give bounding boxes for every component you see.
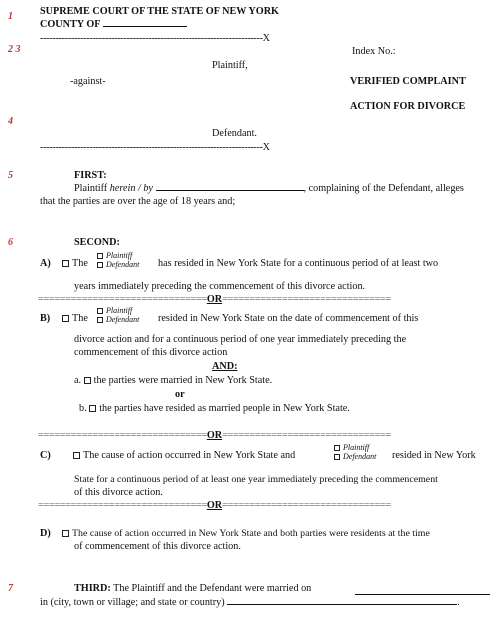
option-b-party-choice xyxy=(97,306,139,324)
third-heading: THIRD: xyxy=(74,583,111,594)
document-title-line1: VERIFIED COMPLAINT xyxy=(350,76,466,87)
option-b-the xyxy=(62,313,88,324)
option-b-b-text: the parties have resided as married people in New York State. xyxy=(99,403,350,414)
option-c-defendant-label: Defendant xyxy=(343,452,377,461)
or-separator-2 xyxy=(38,430,391,441)
margin-number-7: 7 xyxy=(8,583,13,594)
against-label: -against- xyxy=(70,76,106,87)
option-c-text1b: resided in New York xyxy=(392,450,476,461)
first-herein-by: herein / by xyxy=(109,183,153,194)
county-label: COUNTY OF xyxy=(40,19,101,30)
margin-number-6: 6 xyxy=(8,237,13,248)
option-c-label: C) xyxy=(40,450,51,461)
option-a-plaintiff-checkbox[interactable] xyxy=(97,253,103,259)
option-b-a-checkbox[interactable] xyxy=(84,377,91,384)
third-line2: in (city, town or village; and state or country) . xyxy=(40,597,460,608)
option-b-defendant-checkbox[interactable] xyxy=(97,317,103,323)
margin-number-5: 5 xyxy=(8,170,13,181)
option-b-text3: commencement of this divorce action xyxy=(74,347,228,358)
option-d-text1 xyxy=(62,528,430,539)
option-b-text1: resided in New York State on the date of commencement of this xyxy=(158,313,419,324)
option-a-party-choice xyxy=(97,251,139,269)
marriage-place-blank[interactable] xyxy=(227,604,457,605)
option-b-b-label: b. xyxy=(79,403,87,414)
option-b-label: B) xyxy=(40,313,51,324)
attorney-name-blank[interactable] xyxy=(156,190,304,191)
defendant-label: Defendant. xyxy=(212,128,257,139)
third-text1: The Plaintiff and the Defendant were married on xyxy=(113,583,312,594)
option-b-b xyxy=(79,403,350,414)
option-a-the xyxy=(62,258,88,269)
option-b-plaintiff-label: Plaintiff xyxy=(106,306,133,315)
third-text2: in (city, town or village; and state or country) xyxy=(40,597,225,608)
margin-number-1: 1 xyxy=(8,11,13,22)
county-line xyxy=(40,19,187,30)
document-title-line2: ACTION FOR DIVORCE xyxy=(350,101,466,112)
option-a-defendant-checkbox[interactable] xyxy=(97,262,103,268)
option-b-a xyxy=(74,375,272,386)
option-b-b-checkbox[interactable] xyxy=(89,405,96,412)
option-a-label: A) xyxy=(40,258,51,269)
option-c-plaintiff-label: Plaintiff xyxy=(343,443,370,452)
option-c-text1-words: The cause of action occurred in New York State and xyxy=(83,450,296,461)
separator-left: =============================== xyxy=(38,500,207,511)
and-label: AND: xyxy=(212,361,238,372)
option-d-checkbox[interactable] xyxy=(62,530,69,537)
margin-number-2-3: 2 3 xyxy=(8,44,21,55)
option-b-a-text: the parties were married in New York State. xyxy=(93,375,273,386)
option-a-text1: has resided in New York State for a continuous period of at least two xyxy=(158,258,439,269)
separator-right: =============================== xyxy=(222,500,391,511)
first-complaining-text: , complaining of the Defendant, alleges xyxy=(303,183,464,194)
first-line2: that the parties are over the age of 18 years and; xyxy=(40,196,236,207)
or-label: OR xyxy=(206,430,223,441)
first-heading: FIRST: xyxy=(74,170,107,181)
option-a-the-word: The xyxy=(72,258,88,269)
or-separator-3 xyxy=(38,500,391,511)
or-label: OR xyxy=(206,294,223,305)
second-heading: SECOND: xyxy=(74,237,120,248)
caption-bottom-dashline: ------------------------------------------------------------------------X xyxy=(40,142,270,153)
option-a-checkbox[interactable] xyxy=(62,260,69,267)
separator-left: =============================== xyxy=(38,294,207,305)
first-line1 xyxy=(74,183,464,194)
or-separator-1 xyxy=(38,294,391,305)
court-name: SUPREME COURT OF THE STATE OF NEW YORK xyxy=(40,6,279,17)
option-b-checkbox[interactable] xyxy=(62,315,69,322)
margin-number-4: 4 xyxy=(8,116,13,127)
option-c-plaintiff-checkbox[interactable] xyxy=(334,445,340,451)
option-b-a-label: a. xyxy=(74,375,82,386)
first-plaintiff-word: Plaintiff xyxy=(74,183,108,194)
option-a-defendant-label: Defendant xyxy=(106,260,140,269)
option-c-text2: State for a continuous period of at least one year immediately preceding the commencement xyxy=(74,474,438,485)
option-c-checkbox[interactable] xyxy=(73,452,80,459)
or-small-label: or xyxy=(175,389,185,400)
marriage-date-blank[interactable] xyxy=(355,583,490,595)
option-c-text1 xyxy=(73,450,295,461)
option-b-defendant-label: Defendant xyxy=(106,315,140,324)
index-number-label: Index No.: xyxy=(352,46,396,57)
separator-right: =============================== xyxy=(222,294,391,305)
separator-left: =============================== xyxy=(38,430,207,441)
option-d-text2: of commencement of this divorce action. xyxy=(74,541,241,552)
separator-right: =============================== xyxy=(222,430,391,441)
option-c-defendant-checkbox[interactable] xyxy=(334,454,340,460)
plaintiff-label: Plaintiff, xyxy=(212,60,248,71)
third-line1 xyxy=(74,583,311,594)
option-d-text1-words: The cause of action occurred in New York State and both parties were residents at the time xyxy=(72,528,430,539)
option-a-text2: years immediately preceding the commencement of this divorce action. xyxy=(74,281,366,292)
option-d-label: D) xyxy=(40,528,51,539)
or-label: OR xyxy=(206,500,223,511)
option-b-text2: divorce action and for a continuous period of one year immediately preceding the xyxy=(74,334,407,345)
option-c-party-choice xyxy=(334,443,376,461)
county-blank[interactable] xyxy=(103,26,187,27)
caption-top-dashline: ------------------------------------------------------------------------X xyxy=(40,33,270,44)
option-b-plaintiff-checkbox[interactable] xyxy=(97,308,103,314)
option-b-the-word: The xyxy=(72,313,88,324)
option-a-plaintiff-label: Plaintiff xyxy=(106,251,133,260)
option-c-text3: of this divorce action. xyxy=(74,487,163,498)
